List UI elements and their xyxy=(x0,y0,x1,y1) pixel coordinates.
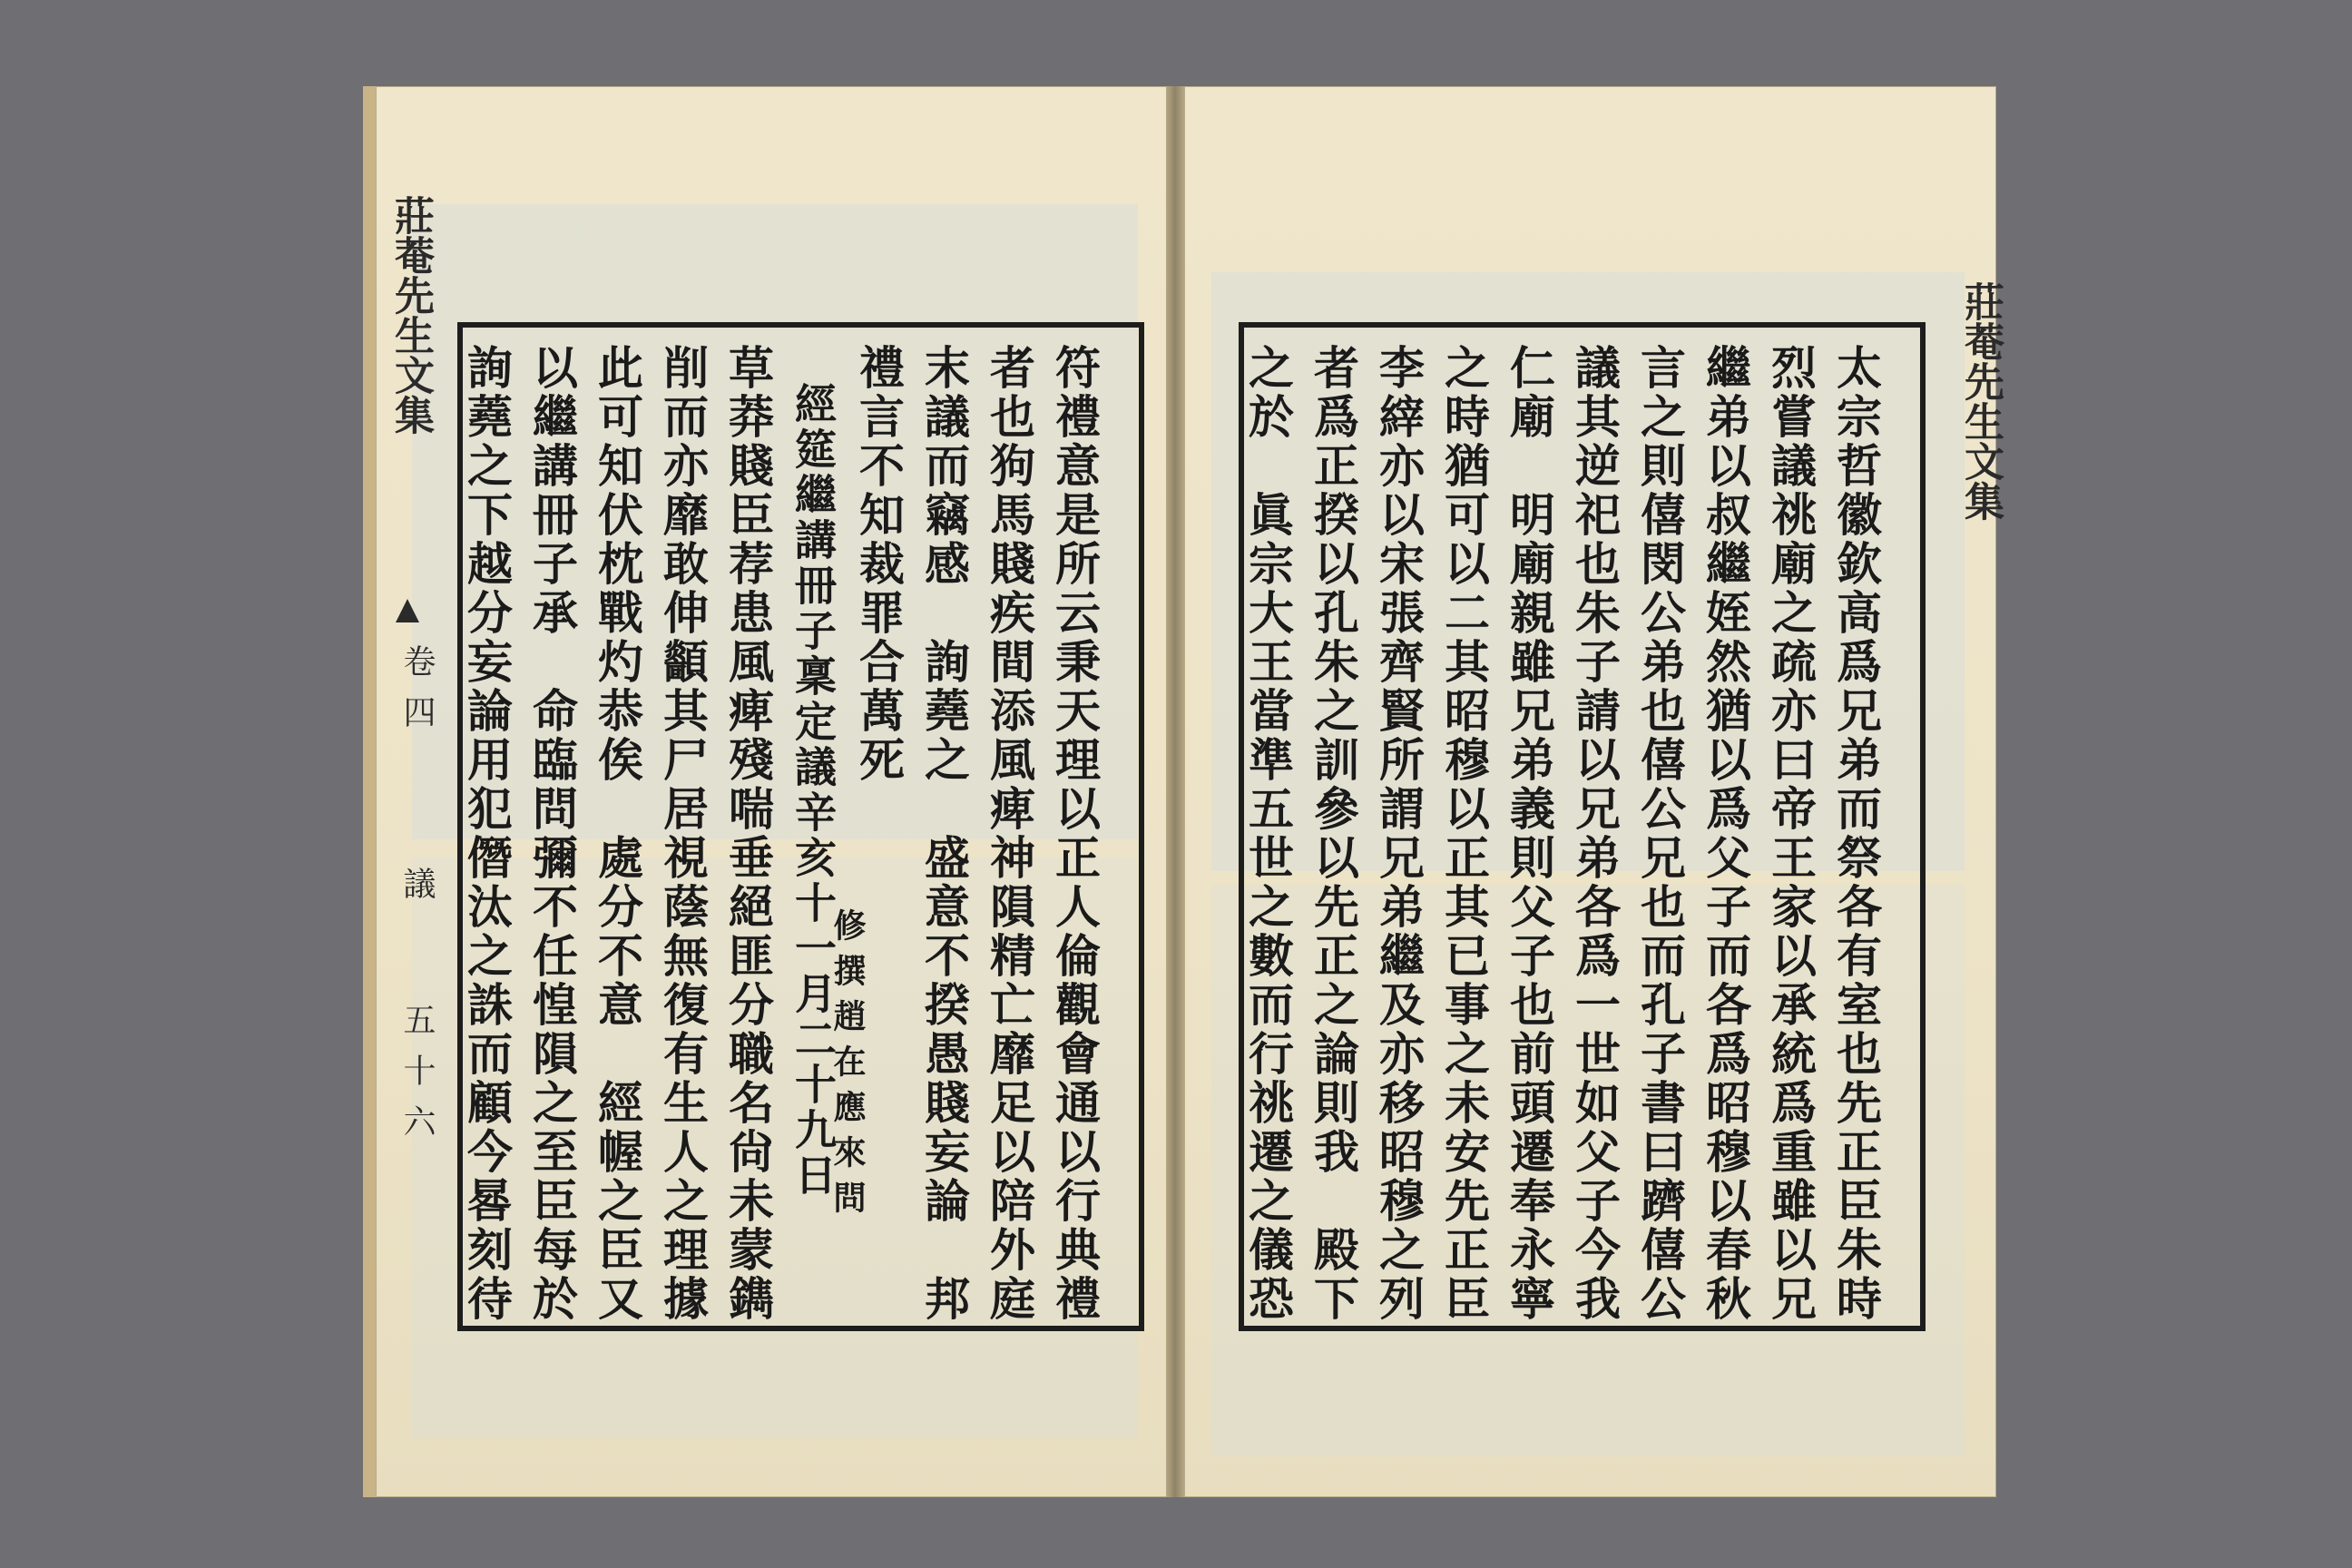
text-column: 言之則僖閔公弟也僖公兄也而孔子書曰躋僖公 xyxy=(1633,344,1687,1324)
text-column: 繼弟以叔繼姪然猶以爲父子而各爲昭穆以春秋 xyxy=(1699,344,1752,1324)
text-frame xyxy=(457,322,1144,1331)
page-number: 五十六 xyxy=(398,1003,436,1155)
open-book xyxy=(363,86,2004,1497)
text-column: 者也狗馬賤疾間添風痺神隕精亡靡足以陪外庭 xyxy=(983,344,1036,1324)
text-column: 削而亦靡敢伸顲其尸居視蔭無復有生人之理據 xyxy=(656,344,710,1324)
text-column: 詢蕘之下越分妄論用犯僭汰之誅而顧今晷刻待 xyxy=(460,344,514,1324)
text-column: 禮言不知裁罪合萬死 xyxy=(852,344,906,785)
text-column: 議其逆祀也朱子請以兄弟各爲一世如父子今我 xyxy=(1568,344,1622,1324)
text-column-heading: 經筵繼講冊子稟定議辛亥十一月二十九日 xyxy=(789,382,838,1199)
text-column: 烈嘗議祧廟之疏亦曰帝王家以承統爲重雖以兄 xyxy=(1764,344,1818,1324)
right-page xyxy=(1184,86,2004,1497)
text-column: 仁廟 明廟親雖兄弟義則父子也前頭遷奉永寧 xyxy=(1503,344,1556,1324)
text-column: 之於 眞宗大王當準五世之數而行祧遷之儀恐 xyxy=(1241,344,1295,1324)
text-column: 李縡亦以宋張齊賢所謂兄弟繼及亦移昭穆之列 xyxy=(1372,344,1426,1324)
small-note: 修撰趙在應來問 xyxy=(828,908,867,1226)
text-column: 太宗哲徽欽高爲兄弟而祭各有室也先正臣朱時 xyxy=(1829,344,1883,1324)
left-page xyxy=(363,86,1179,1497)
book-gutter xyxy=(1166,86,1184,1497)
text-column: 者爲正揆以孔朱之訓參以先正之論則我 殿下 xyxy=(1307,344,1360,1324)
margin-title: 莊菴先生文集 xyxy=(1957,281,2004,521)
text-column: 末議而竊感 詢蕘之 盛意不揆愚賤妄論 邦 xyxy=(917,344,971,1324)
text-column: 草莽賤臣荐患風痺殘喘垂絕匪分職名尙未蒙鐫 xyxy=(721,344,775,1324)
text-column: 以繼講冊子承 命臨問彌不任惶隕之至臣每於 xyxy=(525,344,579,1324)
text-column: 符禮意是所云秉天理以正人倫觀會通以行典禮 xyxy=(1048,344,1102,1324)
text-column: 此可知伏枕戰灼恭俟 處分不意 經幄之臣又 xyxy=(591,344,644,1324)
text-column: 之時猶可以二其昭穆以正其已事之未安先正臣 xyxy=(1437,344,1491,1324)
section-label: 議 xyxy=(398,867,436,917)
volume-label: 卷四 xyxy=(398,644,436,746)
text-frame xyxy=(1239,322,1926,1331)
margin-title: 莊菴先生文集 xyxy=(387,195,434,435)
